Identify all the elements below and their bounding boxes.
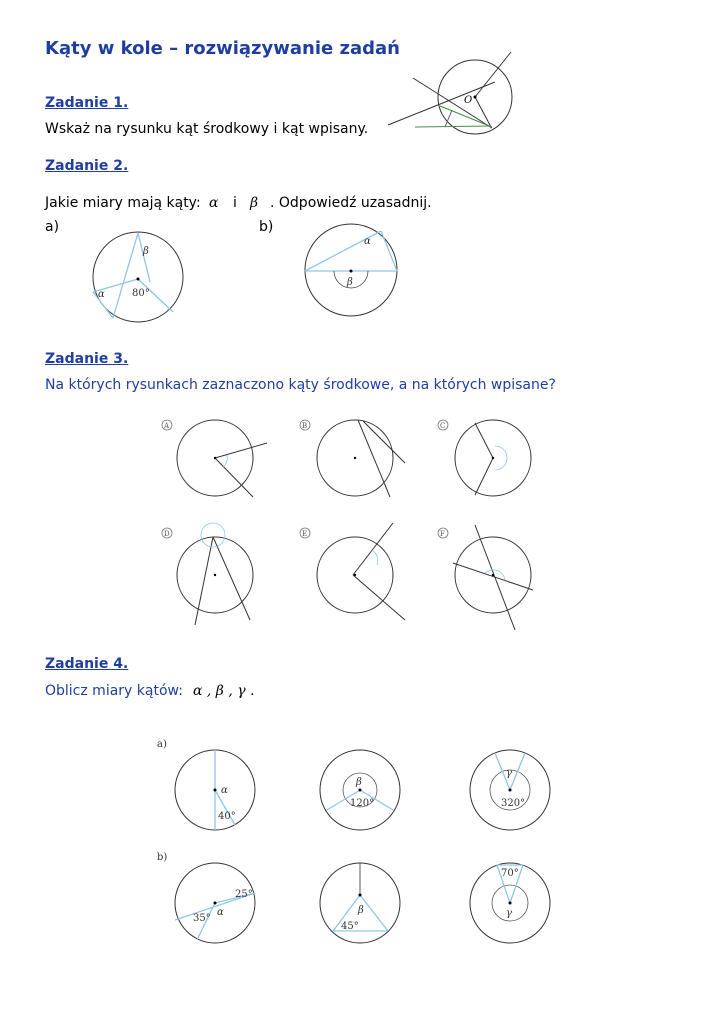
task-2b-figure bbox=[303, 223, 403, 318]
task-3-figure-D bbox=[162, 523, 253, 625]
task-2a-figure bbox=[90, 230, 190, 325]
task-4-a3 bbox=[470, 750, 550, 830]
task-3-figure-C bbox=[438, 420, 531, 496]
task-1-heading: Zadanie 1. bbox=[45, 95, 129, 111]
task-4-a3-gamma: γ bbox=[506, 768, 512, 779]
task-2b-beta-label: β bbox=[347, 277, 353, 288]
task-4-b3-gamma: γ bbox=[506, 908, 512, 919]
task-4-b3-angle: 70° bbox=[501, 868, 519, 879]
task-4-a2 bbox=[320, 750, 400, 830]
task-4-b1 bbox=[175, 863, 255, 943]
task-1-center-label: O bbox=[464, 95, 473, 106]
task-2-label-a: a) bbox=[45, 219, 60, 235]
svg-text:C: C bbox=[440, 422, 446, 430]
task-4-figures bbox=[155, 735, 565, 955]
task-2-label-b: b) bbox=[259, 219, 274, 235]
task-2-alpha: α bbox=[209, 195, 219, 211]
svg-text:β: β bbox=[356, 777, 362, 788]
page-title: Kąty w kole – rozwiązywanie zadań bbox=[45, 38, 400, 59]
task-3-figure-B bbox=[300, 420, 405, 497]
task-4-a1-angle: 40° bbox=[218, 811, 236, 822]
svg-text:B: B bbox=[302, 422, 308, 430]
svg-text:E: E bbox=[302, 530, 308, 538]
task-4-b2 bbox=[320, 863, 400, 943]
task-2a-beta-label: β bbox=[143, 246, 149, 257]
task-2-and: i bbox=[233, 195, 237, 211]
task-4-symbols: α , β , γ . bbox=[193, 683, 255, 699]
task-4-b1-bottom: 35° bbox=[193, 913, 211, 924]
task-2-beta: β bbox=[250, 195, 259, 211]
task-4-a1 bbox=[175, 750, 255, 830]
task-1-line-1 bbox=[413, 78, 492, 128]
task-2-text-after: . Odpowiedź uzasadnij. bbox=[270, 195, 432, 211]
task-3-figure-A bbox=[162, 420, 267, 497]
task-2b-alpha-label: α bbox=[364, 236, 371, 247]
task-4-a2-angle: 120° bbox=[350, 798, 375, 809]
task-3-text: Na których rysunkach zaznaczono kąty środkowe, a na których wpisane? bbox=[45, 377, 556, 393]
task-1-green-chord bbox=[440, 106, 492, 127]
task-2-text-before: Jakie miary mają kąty: bbox=[45, 195, 201, 211]
task-4-row-a-label: a) bbox=[157, 739, 167, 750]
task-3-figure-E bbox=[300, 523, 405, 620]
task-1-central-arm-1 bbox=[475, 52, 511, 97]
task-2-heading: Zadanie 2. bbox=[45, 158, 129, 174]
task-3-figures bbox=[155, 415, 535, 640]
svg-text:D: D bbox=[164, 530, 170, 538]
task-4-heading: Zadanie 4. bbox=[45, 656, 129, 672]
svg-text:A: A bbox=[164, 422, 170, 430]
task-4-a3-angle: 320° bbox=[501, 798, 526, 809]
task-2a-alpha-label: α bbox=[98, 289, 105, 300]
svg-text:F: F bbox=[440, 530, 445, 538]
task-4-b3 bbox=[470, 863, 550, 943]
task-1-inscribed-arm-2 bbox=[415, 126, 490, 127]
task-1-inscribed-arm-1 bbox=[445, 110, 452, 127]
svg-text:α: α bbox=[221, 785, 228, 796]
task-1-text: Wskaż na rysunku kąt środkowy i kąt wpisany. bbox=[45, 121, 369, 137]
svg-text:α: α bbox=[217, 907, 224, 918]
task-2a-angle-label: 80° bbox=[132, 288, 150, 299]
task-4-row-b-label: b) bbox=[157, 852, 168, 863]
task-3-heading: Zadanie 3. bbox=[45, 351, 129, 367]
svg-text:β: β bbox=[358, 905, 364, 916]
task-4-b2-angle: 45° bbox=[341, 921, 359, 932]
task-3-figure-F bbox=[438, 525, 533, 630]
task-4-text: Oblicz miary kątów: bbox=[45, 683, 183, 699]
task-1-figure bbox=[380, 50, 530, 140]
task-4-b1-top: 25° bbox=[235, 889, 253, 900]
